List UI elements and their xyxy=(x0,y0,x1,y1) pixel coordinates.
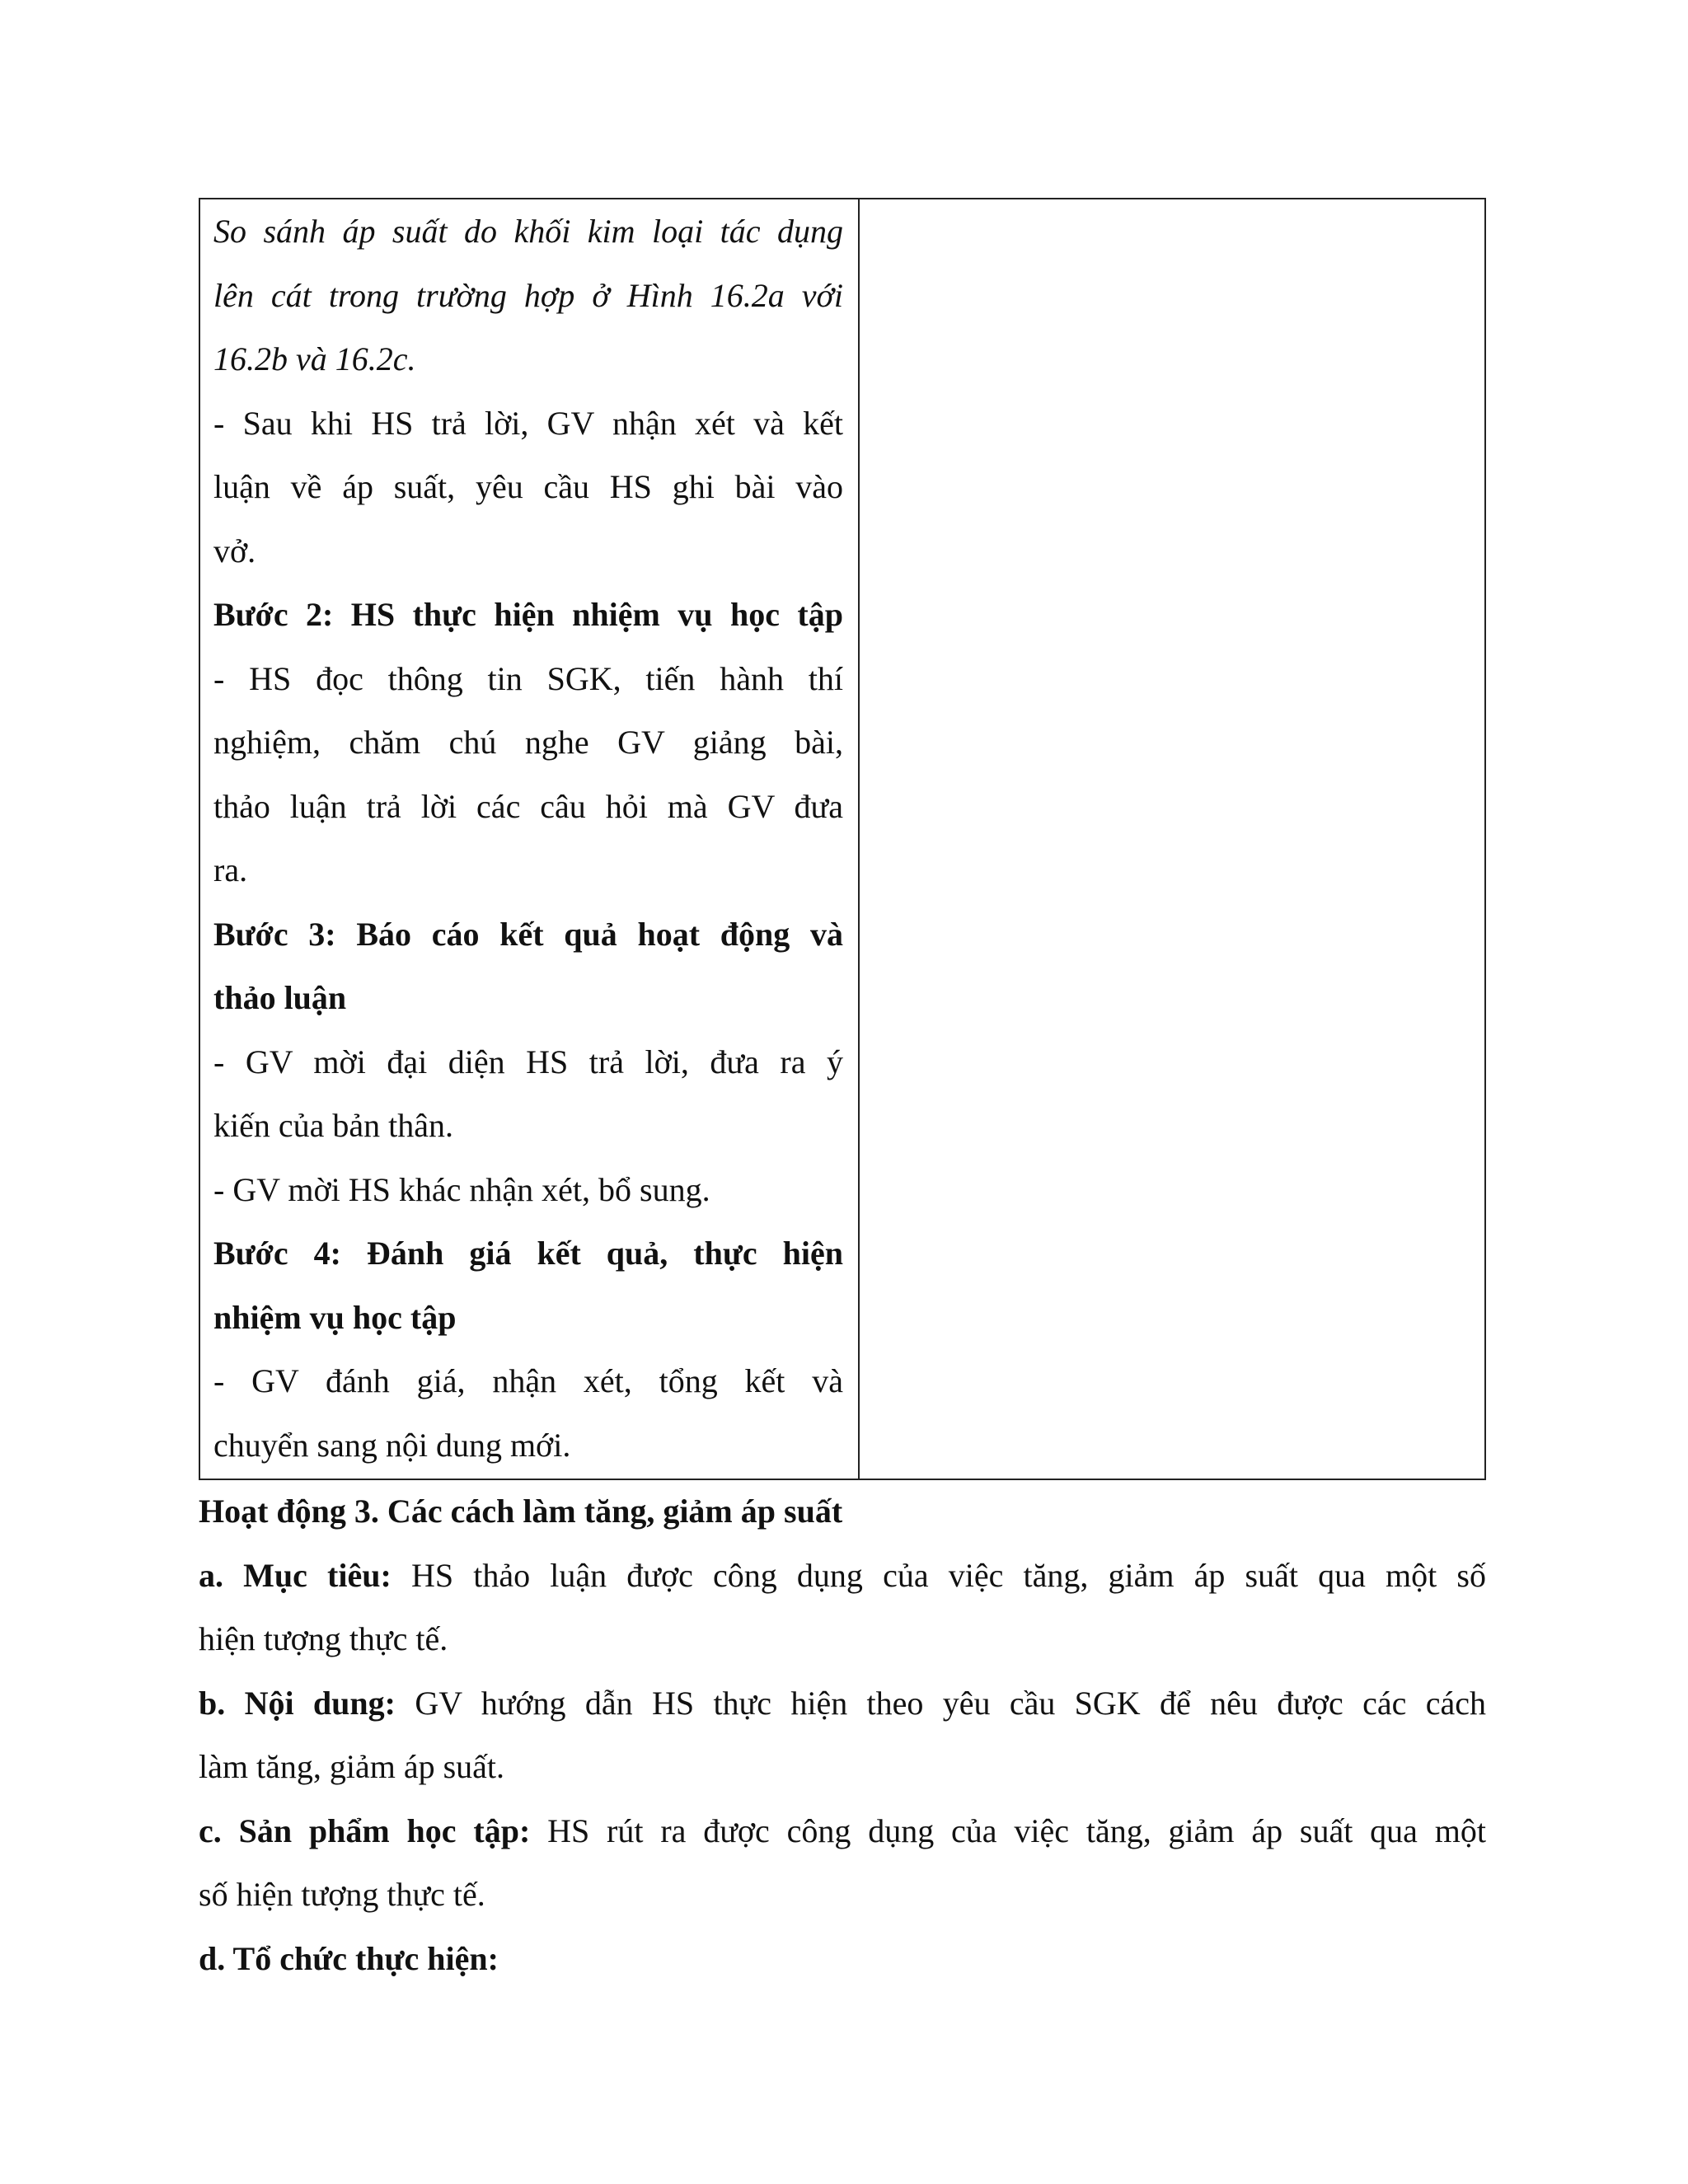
table-text-line: - GV mời đại diện HS trả lời, đưa ra ý xyxy=(213,1043,843,1080)
table-text-line: vở. xyxy=(213,532,256,569)
table-text-line: ra. xyxy=(213,851,248,888)
table-text-line: thảo luận xyxy=(213,979,347,1016)
table-text-line: Bước 3: Báo cáo kết quả hoạt động và xyxy=(213,915,843,953)
objective-line-1 xyxy=(199,1544,1486,1608)
activity-table xyxy=(199,198,1486,1480)
table-text-line: kiến của bản thân. xyxy=(213,1107,453,1144)
product-line-2: số hiện tượng thực tế. xyxy=(199,1876,485,1913)
product-line-1 xyxy=(199,1799,1486,1863)
content-label: b. Nội dung: xyxy=(199,1684,396,1722)
expected-product-cell xyxy=(860,199,1484,1479)
table-text-line: lên cát trong trường hợp ở Hình 16.2a với xyxy=(213,276,843,314)
table-text-line: - GV mời HS khác nhận xét, bổ sung. xyxy=(213,1170,710,1208)
content-line-2: làm tăng, giảm áp suất. xyxy=(199,1748,505,1785)
objective-label: a. Mục tiêu: xyxy=(199,1556,392,1594)
content-text-1: GV hướng dẫn HS thực hiện theo yêu cầu SGK để nêu được các cách xyxy=(395,1684,1486,1722)
teacher-student-activity-cell xyxy=(200,199,860,1479)
table-text-line: Bước 2: HS thực hiện nhiệm vụ học tập xyxy=(213,596,843,633)
section-heading: Hoạt động 3. Các cách làm tăng, giảm áp suất xyxy=(199,1493,843,1530)
objective-line-2: hiện tượng thực tế. xyxy=(199,1620,448,1657)
table-text-line: luận về áp suất, yêu cầu HS ghi bài vào xyxy=(213,468,843,505)
table-text-line: chuyển sang nội dung mới. xyxy=(213,1426,571,1464)
table-text-line: thảo luận trả lời các câu hỏi mà GV đưa xyxy=(213,787,843,825)
table-text-line: Bước 4: Đánh giá kết quả, thực hiện xyxy=(213,1235,843,1272)
table-text-line: - HS đọc thông tin SGK, tiến hành thí xyxy=(213,659,843,697)
product-label: c. Sản phẩm học tập: xyxy=(199,1811,531,1849)
objective-text-1: HS thảo luận được công dụng của việc tăng, giảm áp suất qua một số xyxy=(391,1556,1486,1594)
table-text-line: nghiệm, chăm chú nghe GV giảng bài, xyxy=(213,724,843,761)
table-text-line: nhiệm vụ học tập xyxy=(213,1298,457,1336)
organization-heading: d. Tổ chức thực hiện: xyxy=(199,1939,499,1977)
table-text-line: 16.2b và 16.2c. xyxy=(213,340,416,377)
table-text-line: So sánh áp suất do khối kim loại tác dụng xyxy=(213,213,843,250)
product-text-1: HS rút ra được công dụng của việc tăng, giảm áp suất qua một xyxy=(530,1811,1486,1849)
activity-3-section xyxy=(199,1479,1486,1990)
table-text-line: - GV đánh giá, nhận xét, tổng kết và xyxy=(213,1362,843,1399)
content-line-1 xyxy=(199,1671,1486,1736)
table-text-line: - Sau khi HS trả lời, GV nhận xét và kết xyxy=(213,404,843,442)
